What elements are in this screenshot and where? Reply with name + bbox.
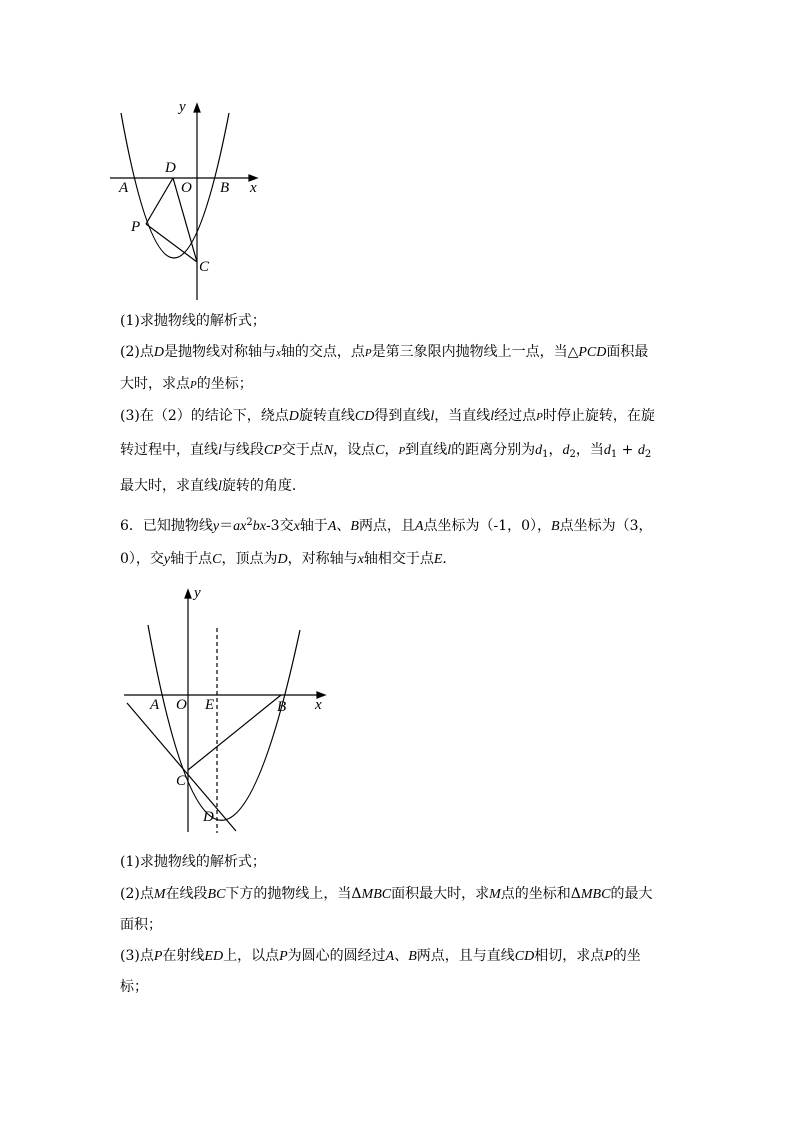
label-O: O (181, 180, 192, 196)
label-P: P (131, 219, 141, 235)
label-A: A (150, 697, 160, 713)
q5-part2-line1: (2)点D是抛物线对称轴与x轴的交点，点P是第三象限内抛物线上一点，当△PCD面积最 (120, 344, 649, 360)
q5-part1: (1)求抛物线的解析式； (120, 313, 266, 329)
q5-part3-line1: (3)在（2）的结论下，绕点D旋转直线CD得到直线l，当直线l经过点P时停止旋转，在旋 (120, 408, 655, 424)
q5-part3-line3: 最大时，求直线l旋转的角度． (120, 478, 306, 494)
figure-2-parabola (118, 585, 333, 835)
q6-stem-line2: 0），交y轴于点C，顶点为D，对称轴与x轴相交于点E． (120, 551, 457, 567)
segment-BC (188, 695, 281, 770)
label-B: B (220, 180, 230, 196)
label-B: B (277, 699, 287, 715)
q6-part2-line1: (2)点M在线段BC下方的抛物线上，当ΔMBC面积最大时，求M点的坐标和ΔMBC的最大 (120, 886, 653, 902)
q6-part3-line1: (3)点P在射线ED上，以点P为圆心的圆经过A、B两点，且与直线CD相切，求点P的坐 (120, 948, 641, 964)
q6-part1: (1)求抛物线的解析式； (120, 854, 266, 870)
label-O: O (176, 697, 187, 713)
label-y: y (179, 99, 186, 115)
label-D: D (203, 809, 214, 825)
q5-part2-line2: 大时，求点P的坐标； (120, 376, 253, 392)
segment-DP (146, 178, 173, 224)
y-axis-arrow (194, 104, 200, 112)
label-x: x (250, 180, 257, 196)
q6-stem-line1: 6．已知抛物线$y=ax^2bx-3$交x轴于A、B两点，且A点坐标为（-1，0），B点坐标为（3， (120, 517, 653, 534)
parabola-curve (148, 625, 300, 820)
y-axis-arrow (185, 590, 191, 598)
label-C: C (199, 259, 210, 275)
label-D: D (165, 160, 176, 176)
line-CD (127, 703, 236, 831)
q6-part2-line2: 面积； (120, 917, 162, 933)
label-y: y (194, 585, 201, 601)
figure-1-parabola (110, 95, 280, 310)
segment-PC (146, 224, 197, 262)
label-x: x (315, 697, 322, 713)
q5-part3-line2: 转过程中，直线l与线段CP交于点N，设点C，P到直线l的距离分别为$d_1$，$d_2$，当$d_1 + d_2$ (120, 442, 652, 460)
label-A: A (119, 180, 129, 196)
label-C: C (176, 773, 187, 789)
label-E: E (205, 697, 215, 713)
q6-part3-line2: 标； (120, 979, 148, 995)
